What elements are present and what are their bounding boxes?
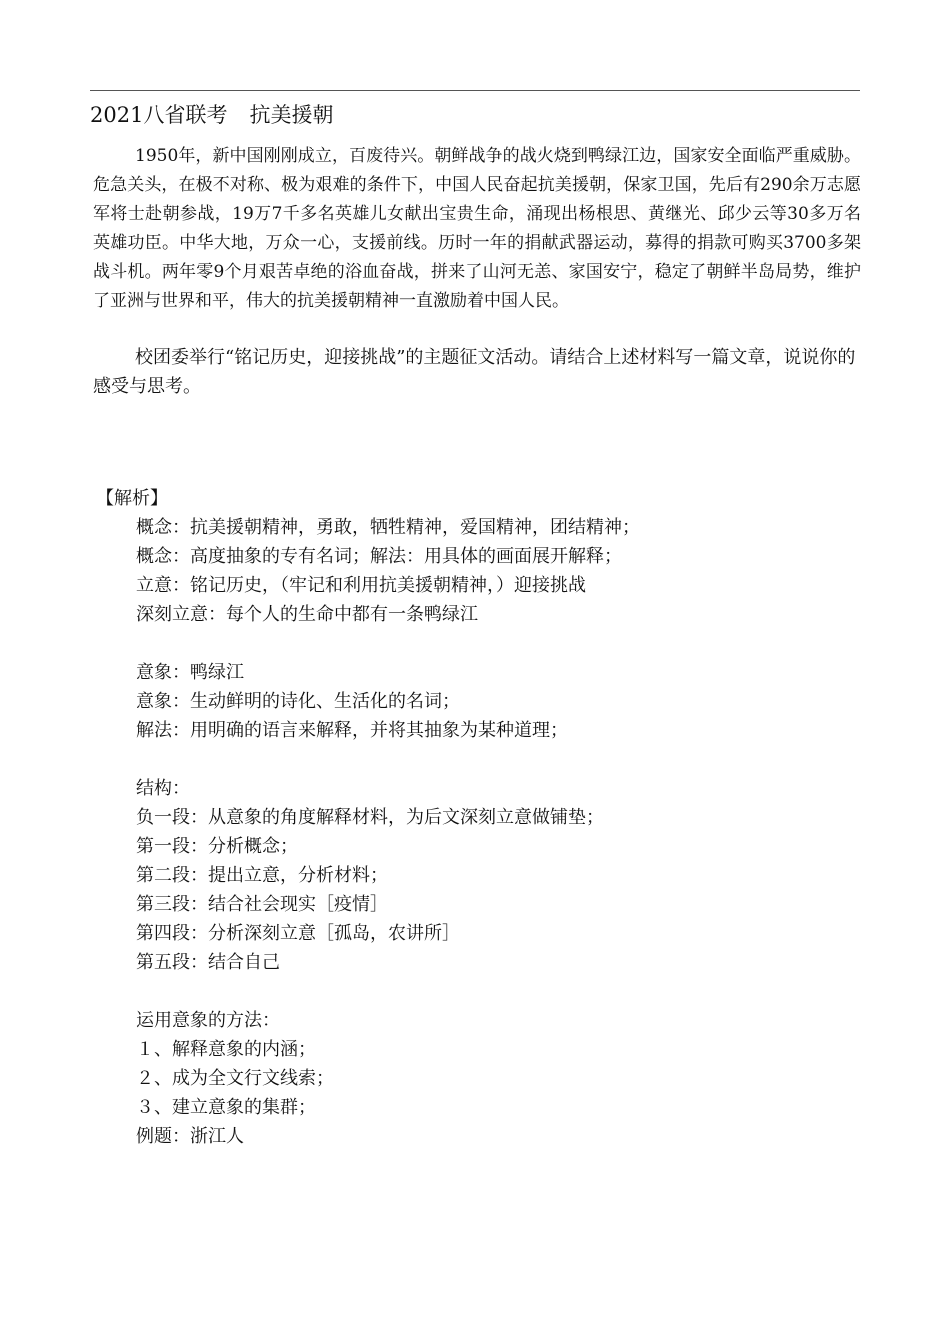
usage-item: ２、成为全文行文线索； [136, 1068, 334, 1089]
task-paragraph [93, 343, 861, 401]
structure-item: 第二段：提出立意，分析材料； [136, 865, 388, 886]
spacer [96, 629, 640, 658]
structure-item: 负一段：从意象的角度解释材料，为后文深刻立意做铺垫； [136, 807, 604, 828]
page-title [90, 100, 333, 130]
concept-line-1: 概念：抗美援朝精神，勇敢，牺牲精神，爱国精神，团结精神； [136, 517, 640, 538]
analysis-heading: 【解析】 [96, 488, 168, 509]
concept-line-2: 概念：高度抽象的专有名词；解法：用具体的画面展开解释； [136, 546, 622, 567]
usage-item: ３、建立意象的集群； [136, 1097, 316, 1118]
exam-name: 2021八省联考 [90, 103, 228, 127]
topic-name: 抗美援朝 [249, 103, 334, 127]
method-line: 解法：用明确的语言来解释，并将其抽象为某种道理； [136, 720, 568, 741]
image-line-1: 意象：鸭绿江 [136, 662, 244, 683]
theme-line: 立意：铭记历史，（牢记和利用抗美援朝精神，）迎接挑战 [136, 575, 586, 596]
structure-item: 第三段：结合社会现实［疫情］ [136, 894, 388, 915]
image-line-2: 意象：生动鲜明的诗化、生活化的名词； [136, 691, 460, 712]
example-line: 例题：浙江人 [136, 1126, 244, 1147]
deep-theme-line: 深刻立意：每个人的生命中都有一条鸭绿江 [136, 604, 478, 625]
header-rule [90, 90, 860, 91]
material-paragraph [93, 142, 861, 316]
spacer [96, 745, 640, 774]
usage-label: 运用意象的方法： [136, 1010, 280, 1031]
analysis-section [96, 484, 640, 1151]
task-text: 校团委举行“铭记历史，迎接挑战”的主题征文活动。请结合上述材料写一篇文章，说说你的感受与思考。 [93, 347, 856, 397]
structure-item: 第五段：结合自己 [136, 952, 280, 973]
spacer [96, 977, 640, 1006]
material-text: 1950年，新中国刚刚成立，百废待兴。朝鲜战争的战火烧到鸭绿江边，国家安全面临严重威胁。危急关头，在极不对称、极为艰难的条件下，中国人民奋起抗美援朝，保家卫国，先后有290余万志愿军将士赴朝参战，19万7千多名英雄儿女献出宝贵生命，涌现出杨根思、黄继光、邱少云等30多万名英雄功臣。中华大地，万众一心，支援前线。历时一年的捐献武器运动，募得的捐款可购买3700多架战斗机。两年零9个月艰苦卓绝的浴血奋战，拼来了山河无恙、家国安宁，稳定了朝鲜半岛局势，维护了亚洲与世界和平，伟大的抗美援朝精神一直激励着中国人民。 [93, 146, 861, 311]
usage-item: １、解释意象的内涵； [136, 1039, 316, 1060]
structure-label: 结构： [136, 778, 190, 799]
structure-item: 第一段：分析概念； [136, 836, 298, 857]
structure-item: 第四段：分析深刻立意［孤岛，农讲所］ [136, 923, 460, 944]
